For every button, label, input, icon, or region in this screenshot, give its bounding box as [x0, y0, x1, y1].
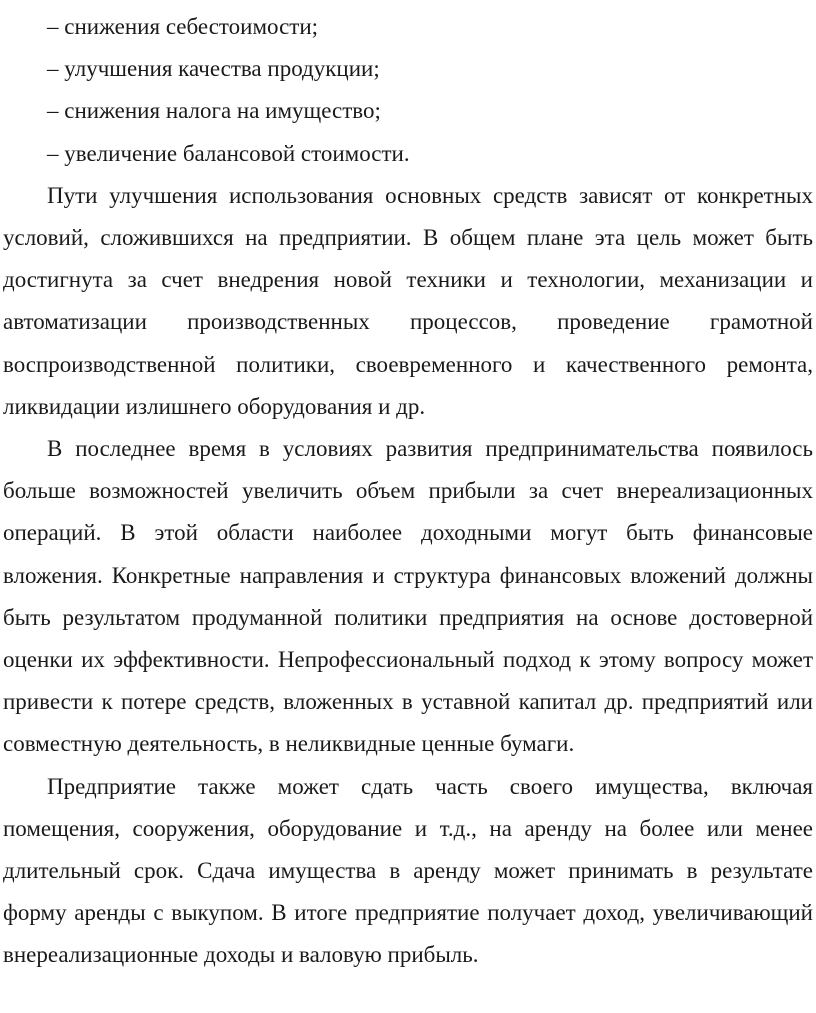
document-body: [3, 6, 813, 977]
bullet-item-cost-reduction: – снижения себестоимости;: [47, 14, 319, 39]
paragraph-financial-investments: В последнее время в условиях развития предпринимательства появилось больше возможностей увеличить объем прибыли за счет внереализационных операций. В этой области наиболее доходными могут быть финансовые вложения. Конкретные направления и структура финансовых вложений должны быть результатом продуманной политики предприятия на основе достоверной оценки их эффективности. Непрофессиональный подход к этому вопросу может привести к потере средств, вложенных в уставной капитал др. предприятий или совместную деятельность, в неликвидные ценные бумаги.: [3, 436, 813, 757]
paragraph-fixed-assets: Пути улучшения использования основных средств зависят от конкретных условий, сложившихся на предприятии. В общем плане эта цель может быть достигнута за счет внедрения новой техники и технологии, механизации и автоматизации производственных процессов, проведение грамотной воспроизводственной политики, своевременного и качественного ремонта, ликвидации излишнего оборудования и др.: [3, 182, 813, 419]
paragraph-property-lease: Предприятие также может сдать часть своего имущества, включая помещения, сооружения, оборудование и т.д., на аренду на более или менее длительный срок. Сдача имущества в аренду может принимать в результате форму аренды с выкупом. В итоге предприятие получает доход, увеличивающий внереализационные доходы и валовую прибыль.: [3, 773, 813, 968]
bullet-item-property-tax: – снижения налога на имущество;: [47, 98, 381, 124]
bullet-item-book-value: – увеличение балансовой стоимости.: [47, 140, 410, 166]
bullet-item-quality-improvement: – улучшения качества продукции;: [47, 56, 380, 82]
